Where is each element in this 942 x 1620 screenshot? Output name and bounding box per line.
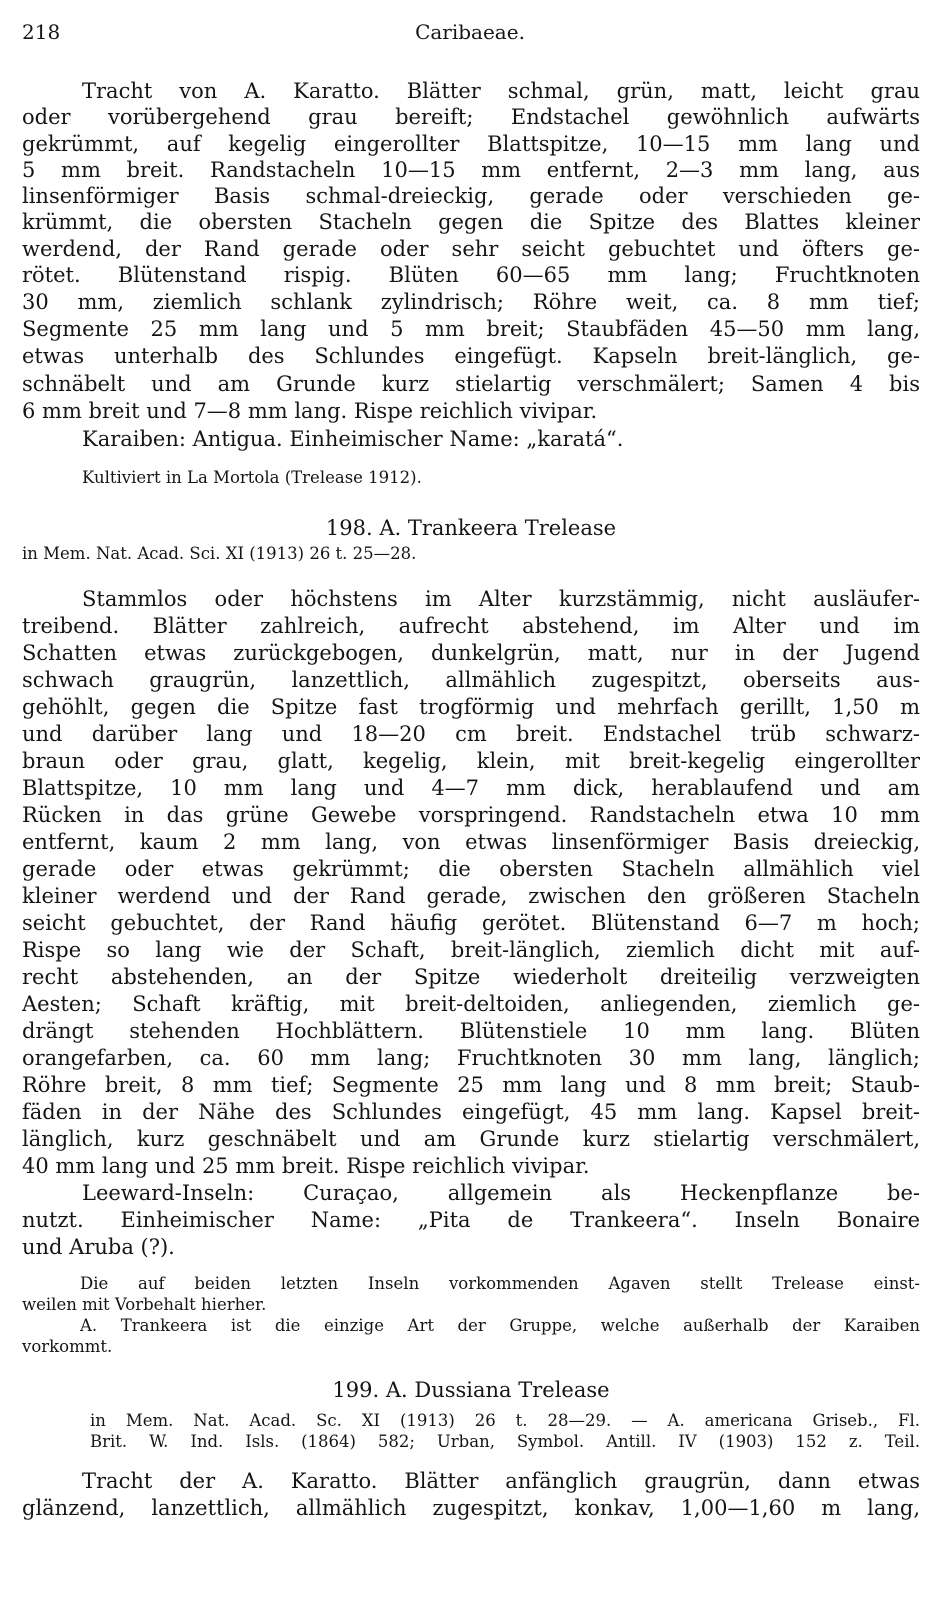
text-line: 30 mm, ziemlich schlank zylindrisch; Röhre weit, ca. 8 mm tief; <box>22 290 920 314</box>
text-line: rötet. Blütenstand rispig. Blüten 60—65 mm lang; Fruchtknoten <box>22 263 920 287</box>
text-line: linsenförmiger Basis schmal-dreieckig, gerade oder verschieden ge- <box>22 184 920 208</box>
text-line: Tracht von A. Karatto. Blätter schmal, grün, matt, leicht grau <box>82 79 920 103</box>
text-line: Rispe so lang wie der Schaft, breit-länglich, ziemlich dicht mit auf- <box>22 938 920 962</box>
text-line: und darüber lang und 18—20 cm breit. Endstachel trüb schwarz- <box>22 722 920 746</box>
running-title: Caribaeae. <box>415 20 525 44</box>
text-line: Segmente 25 mm lang und 5 mm breit; Staubfäden 45—50 mm lang, <box>22 317 920 341</box>
text-line: Die auf beiden letzten Inseln vorkommenden Agaven stellt Trelease einst- <box>80 1274 920 1293</box>
text-line: recht abstehenden, an der Spitze wiederholt dreiteilig verzweigten <box>22 965 920 989</box>
text-line: Leeward-Inseln: Curaçao, allgemein als Heckenpflanze be- <box>82 1181 920 1205</box>
text-line: seicht gebuchtet, der Rand häufig gerötet. Blütenstand 6—7 m hoch; <box>22 911 920 935</box>
text-line: Tracht der A. Karatto. Blätter anfänglich graugrün, dann etwas <box>82 1469 920 1493</box>
text-line: etwas unterhalb des Schlundes eingefügt. Kapseln breit-länglich, ge- <box>22 344 920 368</box>
text-line: Rücken in das grüne Gewebe vorspringend. Randstacheln etwa 10 mm <box>22 803 920 827</box>
text-line: 6 mm breit und 7—8 mm lang. Rispe reichlich vivipar. <box>22 399 598 423</box>
section-heading: 198. A. Trankeera Trelease <box>325 516 617 540</box>
text-line: Karaiben: Antigua. Einheimischer Name: „karatá“. <box>82 427 624 451</box>
text-line: werdend, der Rand gerade oder sehr seicht gebuchtet und öfters ge- <box>22 237 920 261</box>
text-line: glänzend, lanzettlich, allmählich zugespitzt, konkav, 1,00—1,60 m lang, <box>22 1496 920 1520</box>
text-line: fäden in der Nähe des Schlundes eingefügt, 45 mm lang. Kapsel breit- <box>22 1100 920 1124</box>
text-line: in Mem. Nat. Acad. Sci. XI (1913) 26 t. 25—28. <box>22 544 417 563</box>
text-line: Blattspitze, 10 mm lang und 4—7 mm dick, herablaufend und am <box>22 776 920 800</box>
text-line: gerade oder etwas gekrümmt; die obersten Stacheln allmählich viel <box>22 857 920 881</box>
text-line: Schatten etwas zurückgebogen, dunkelgrün, matt, nur in der Jugend <box>22 641 920 665</box>
text-line: 40 mm lang und 25 mm breit. Rispe reichlich vivipar. <box>22 1154 590 1178</box>
text-line: schwach graugrün, lanzettlich, allmählich zugespitzt, oberseits aus- <box>22 668 920 692</box>
text-line: Brit. W. Ind. Isls. (1864) 582; Urban, Symbol. Antill. IV (1903) 152 z. Teil. <box>90 1432 920 1451</box>
text-line: vorkommt. <box>22 1337 113 1356</box>
text-line: länglich, kurz geschnäbelt und am Grunde kurz stielartig verschmälert, <box>22 1127 920 1151</box>
text-line: schnäbelt und am Grunde kurz stielartig verschmälert; Samen 4 bis <box>22 372 920 396</box>
text-line: weilen mit Vorbehalt hierher. <box>22 1295 267 1314</box>
text-line: Stammlos oder höchstens im Alter kurzstämmig, nicht ausläufer- <box>82 587 920 611</box>
text-line: gekrümmt, auf kegelig eingerollter Blattspitze, 10—15 mm lang und <box>22 132 920 156</box>
text-line: nutzt. Einheimischer Name: „Pita de Trankeera“. Inseln Bonaire <box>22 1208 920 1232</box>
text-line: gehöhlt, gegen die Spitze fast trogförmig und mehrfach gerillt, 1,50 m <box>22 695 920 719</box>
text-line: krümmt, die obersten Stacheln gegen die Spitze des Blattes kleiner <box>22 210 920 234</box>
text-line: und Aruba (?). <box>22 1235 175 1259</box>
text-line: braun oder grau, glatt, kegelig, klein, mit breit-kegelig eingerollter <box>22 749 920 773</box>
section-heading: 199. A. Dussiana Trelease <box>332 1378 610 1402</box>
text-line: 5 mm breit. Randstacheln 10—15 mm entfernt, 2—3 mm lang, aus <box>22 158 920 182</box>
text-line: entfernt, kaum 2 mm lang, von etwas linsenförmiger Basis dreieckig, <box>22 830 920 854</box>
text-line: A. Trankeera ist die einzige Art der Gruppe, welche außerhalb der Karaiben <box>80 1316 920 1335</box>
text-line: Kultiviert in La Mortola (Trelease 1912). <box>82 468 422 487</box>
page-number: 218 <box>22 20 61 44</box>
text-line: oder vorübergehend grau bereift; Endstachel gewöhnlich aufwärts <box>22 105 920 129</box>
text-line: orangefarben, ca. 60 mm lang; Fruchtknoten 30 mm lang, länglich; <box>22 1046 920 1070</box>
page-header <box>22 14 918 42</box>
text-line: drängt stehenden Hochblättern. Blütenstiele 10 mm lang. Blüten <box>22 1019 920 1043</box>
text-line: treibend. Blätter zahlreich, aufrecht abstehend, im Alter und im <box>22 614 920 638</box>
text-line: kleiner werdend und der Rand gerade, zwischen den größeren Stacheln <box>22 884 920 908</box>
text-line: in Mem. Nat. Acad. Sc. XI (1913) 26 t. 28—29. — A. americana Griseb., Fl. <box>90 1411 920 1430</box>
text-line: Aesten; Schaft kräftig, mit breit-deltoiden, anliegenden, ziemlich ge- <box>22 992 920 1016</box>
text-line: Röhre breit, 8 mm tief; Segmente 25 mm lang und 8 mm breit; Staub- <box>22 1073 920 1097</box>
